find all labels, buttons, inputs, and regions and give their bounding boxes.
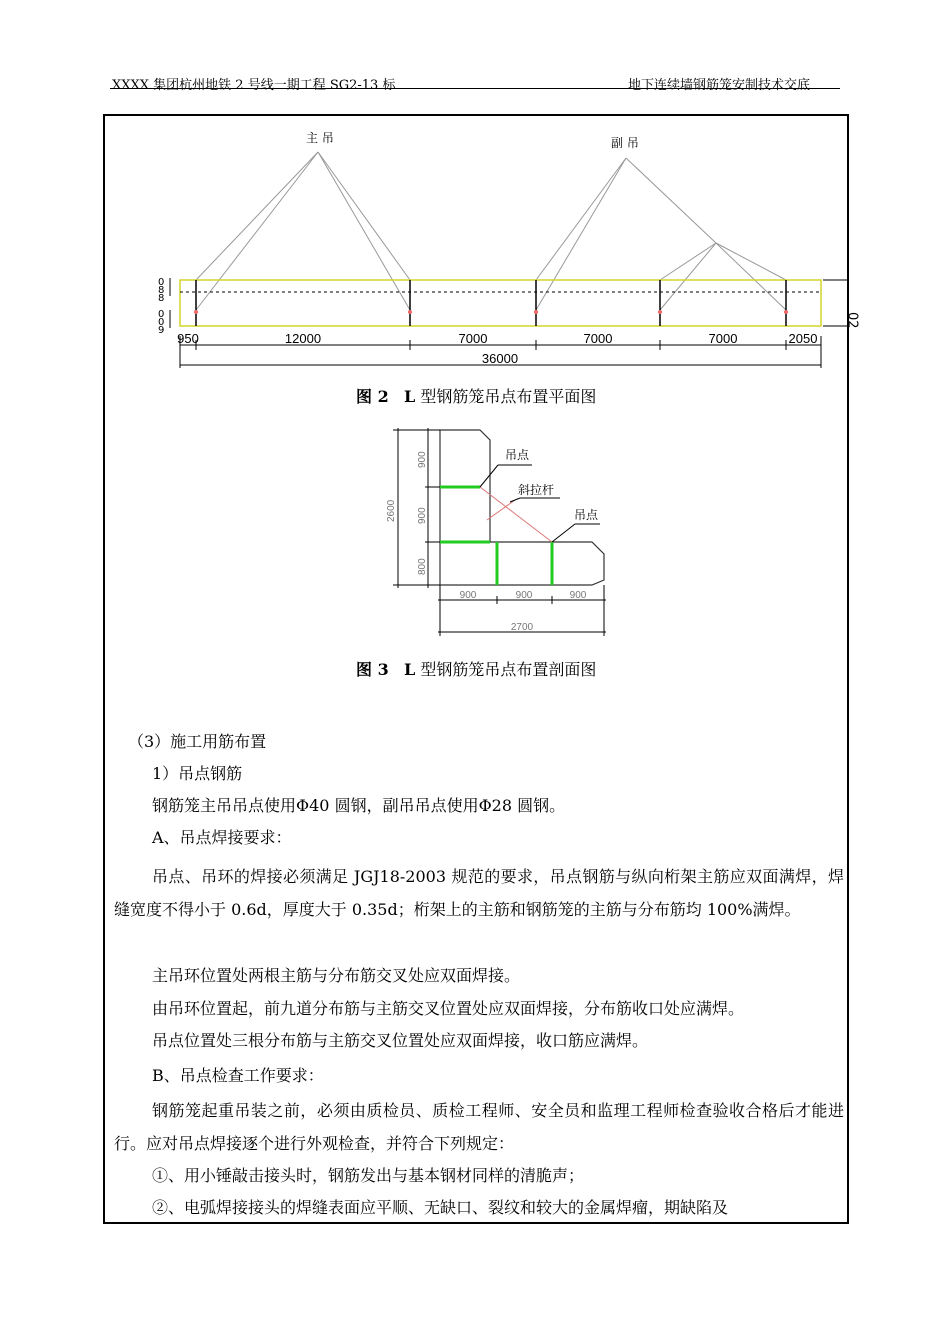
svg-text:2700: 2700 [510,622,534,633]
svg-text:0: 0 [158,277,165,288]
svg-text:800: 800 [417,558,428,575]
diagonal-bar-label: 斜拉杆 [518,483,555,497]
header-right: 地下连续墙钢筋笼安制技术交底 [628,78,811,93]
svg-text:900: 900 [417,451,428,468]
lift-point-label-2: 吊点 [574,508,599,522]
seg-dim-3: 7000 [458,331,488,346]
paragraph-nine-bars: 由吊环位置起，前九道分布筋与主筋交叉位置处应双面焊接，分布筋收口处应满焊。 [152,999,745,1018]
svg-text:8: 8 [158,293,165,304]
svg-text:0: 0 [158,309,165,320]
paragraph-main-ring: 主吊环位置处两根主筋与分布筋交叉处应双面焊接。 [152,966,521,985]
paragraph-three-bars: 吊点位置处三根分布筋与主筋交叉位置处应双面焊接，收口筋应满焊。 [152,1031,649,1050]
main-lift-label: 主 吊 [306,131,334,145]
total-dim: 36000 [481,351,519,366]
figure-2-caption: 图 2 L 型钢筋笼吊点布置平面图 [356,387,597,406]
svg-text:900: 900 [515,590,533,601]
svg-text:8: 8 [158,285,165,296]
svg-text:900: 900 [417,507,428,524]
section-heading: （3）施工用筋布置 [128,732,267,751]
subheading-inspection: B、吊点检查工作要求： [152,1066,324,1085]
list-item-2: ②、电弧焊接接头的焊缝表面应平顺、无缺口、裂纹和较大的金属焊瘤，期缺陷及 [152,1198,729,1217]
lift-point-label-1: 吊点 [505,448,530,462]
seg-dim-4: 7000 [583,331,613,346]
list-item-1: ①、用小锤敲击接头时，钢筋发出与基本钢材同样的清脆声； [152,1166,585,1185]
paragraph-inspection: 钢筋笼起重吊装之前，必须由质检员、质检工程师、安全员和监理工程师检查验收合格后才能进行。应对吊点焊接逐个进行外观检查，并符合下列规定： [114,1101,844,1153]
svg-text:900: 900 [459,590,477,601]
lift-bars-green [440,487,552,585]
header-left: XXXX 集团杭州地铁 2 号线一期工程 SG2-13 标 [112,78,396,93]
subheading-lift-rebar: 1）吊点钢筋 [152,764,243,783]
vertical-dims [386,451,428,575]
horizontal-dims [460,590,587,633]
right-dim: 02 [844,312,860,329]
paragraph-welding: 吊点、吊环的焊接必须满足 JGJ18-2003 规范的要求，吊点钢筋与纵向桁架主筋应双面满焊，焊缝宽度不得小于 0.6d，厚度大于 0.35d；桁架上的主筋和钢筋笼的主筋与分布筋均 100%满焊。 [114,867,844,919]
svg-text:9: 9 [158,325,165,336]
subheading-welding: A、吊点焊接要求： [152,828,292,847]
svg-text:0: 0 [158,317,165,328]
figure-3-caption: 图 3 L 型钢筋笼吊点布置剖面图 [356,660,597,679]
seg-dim-1: 950 [177,331,199,346]
seg-dim-5: 7000 [708,331,738,346]
svg-text:2600: 2600 [386,499,397,522]
aux-lift-label: 副 吊 [611,136,639,150]
seg-dim-6: 2050 [788,331,818,346]
paragraph-rebar-spec: 钢筋笼主吊吊点使用Φ40 圆钢，副吊吊点使用Φ28 圆钢。 [152,796,566,815]
svg-text:900: 900 [569,590,587,601]
seg-dim-2: 12000 [284,331,322,346]
